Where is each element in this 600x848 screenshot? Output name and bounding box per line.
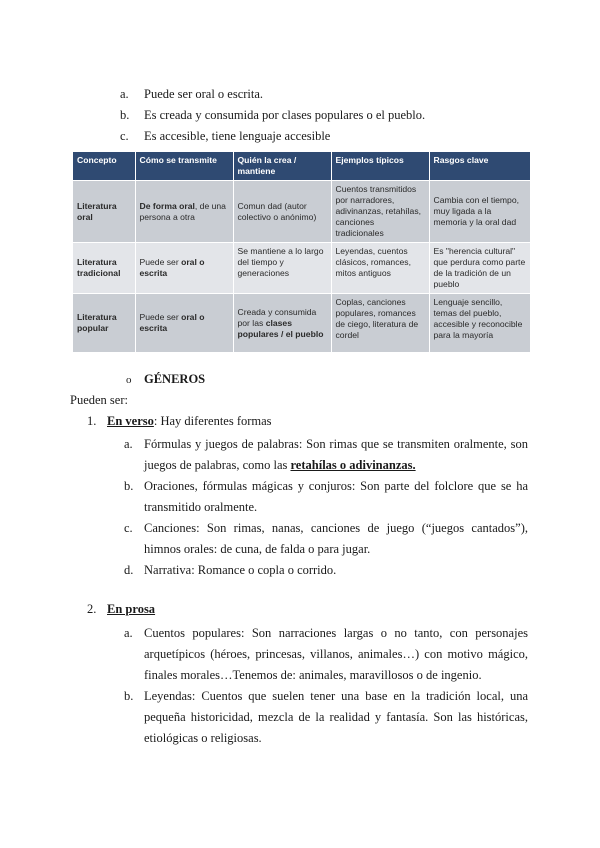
list-text [144,434,528,476]
genre-item-prose [87,602,155,617]
header-quien-la-crea: Quién la crea / mantiene [233,152,331,181]
circle-bullet-icon: o [126,373,132,386]
cell-examples: Cuentos transmitidos por narradores, adivinanzas, retahílas, canciones tradicionales [331,181,429,243]
list-marker: a. [124,437,133,451]
list-item [124,434,528,476]
table-row [73,243,530,294]
item-label: En verso [107,414,154,428]
cell-transmit [135,243,233,294]
list-marker: c. [120,129,129,143]
cell-examples: Leyendas, cuentos clásicos, romances, mitos antiguos [331,243,429,294]
transmit-bold: oral o escrita [139,257,205,278]
list-item [120,84,425,105]
list-text: Canciones: Son rimas, nanas, canciones de juego (“juegos cantados”), himnos orales: de cuna, de falda o para jugar. [144,521,528,556]
cell-transmit [135,294,233,353]
list-marker: b. [124,689,134,703]
item-marker: 2. [87,602,97,616]
table-row [73,181,530,243]
transmit-rest: , de una persona a otra [139,200,226,222]
cell-traits: Lenguaje sencillo, temas del pueblo, accesible y reconocible para la mayoría [429,294,530,353]
cell-transmit [135,181,233,243]
header-como-se-transmite: Cómo se transmite [135,152,233,181]
creator-bold: clases populares / el pueblo [237,317,324,339]
list-item [120,105,425,126]
list-marker: b. [124,479,134,493]
literature-table [73,152,531,352]
item-label: En prosa [107,602,156,616]
cell-creator [233,294,331,353]
genre-item-verse [87,414,272,429]
sub-emphasis: retahílas o adivinanzas. [290,458,416,472]
cell-traits: Cambia con el tiempo, muy ligada a la memoria y la oral dad [429,181,530,243]
cell-creator: Se mantiene a lo largo del tiempo y generaciones [233,243,331,294]
genres-title: GÉNEROS [144,372,206,386]
creator-pre: Creada y consumida por las [237,306,317,328]
cell-creator: Comun dad (autor colectivo o anónimo) [233,181,331,243]
cell-examples: Coplas, canciones populares, romances de ciego, literatura de cordel [331,294,429,353]
cell-traits: Es "herencia cultural" que perdura como parte de la tradición de un pueblo [429,243,530,294]
transmit-pre: Puede ser [139,312,182,322]
list-text: Narrativa: Romance o copla o corrido. [144,563,337,577]
list-item [124,623,528,686]
genres-heading [126,372,205,387]
transmit-bold: De forma oral [139,200,195,211]
list-text: Cuentos populares: Son narraciones largas o no tanto, con personajes arquetípicos (héroes, princesas, villanos, animales…) con motivo mágico, finales morales…Tenemos de: animales, maravillosos o de ingenio. [144,626,528,682]
item-rest: : Hay diferentes formas [153,414,272,428]
list-item [120,126,425,147]
table-header-row [73,152,530,181]
list-marker: b. [120,108,130,122]
list-marker: c. [124,521,133,535]
cell-concept: Literatura oral [73,181,135,243]
list-text: Leyendas: Cuentos que suelen tener una base en la tradición local, una pequeña historicidad, mezcla de la realidad y fantasía. Son las históricas, etiológicas o religiosas. [144,689,528,745]
genres-intro: Pueden ser: [70,393,128,407]
list-text: Es creada y consumida por clases populares o el pueblo. [144,108,426,122]
header-concepto: Concepto [73,152,135,181]
intro-list [120,84,425,147]
list-item [124,560,528,581]
header-rasgos: Rasgos clave [429,152,530,181]
list-item [124,518,528,560]
list-text: Oraciones, fórmulas mágicas y conjuros: Son parte del folclore que se ha transmitido oralmente. [144,479,528,514]
header-ejemplos: Ejemplos típicos [331,152,429,181]
cell-concept: Literatura popular [73,294,135,353]
list-item [124,476,528,518]
table-row [73,294,530,353]
sub-text: Fórmulas y juegos de palabras: Son rimas que se transmiten oralmente, son juegos de palabras, como las [144,437,528,472]
list-marker: a. [120,87,129,101]
list-marker: a. [124,626,133,640]
list-text: Puede ser oral o escrita. [144,87,264,101]
list-marker: d. [124,563,134,577]
item-marker: 1. [87,414,97,428]
list-text: Es accesible, tiene lenguaje accesible [144,129,331,143]
list-item [124,686,528,749]
transmit-bold: oral o escrita [139,312,205,333]
transmit-pre: Puede ser [139,257,182,267]
cell-concept: Literatura tradicional [73,243,135,294]
